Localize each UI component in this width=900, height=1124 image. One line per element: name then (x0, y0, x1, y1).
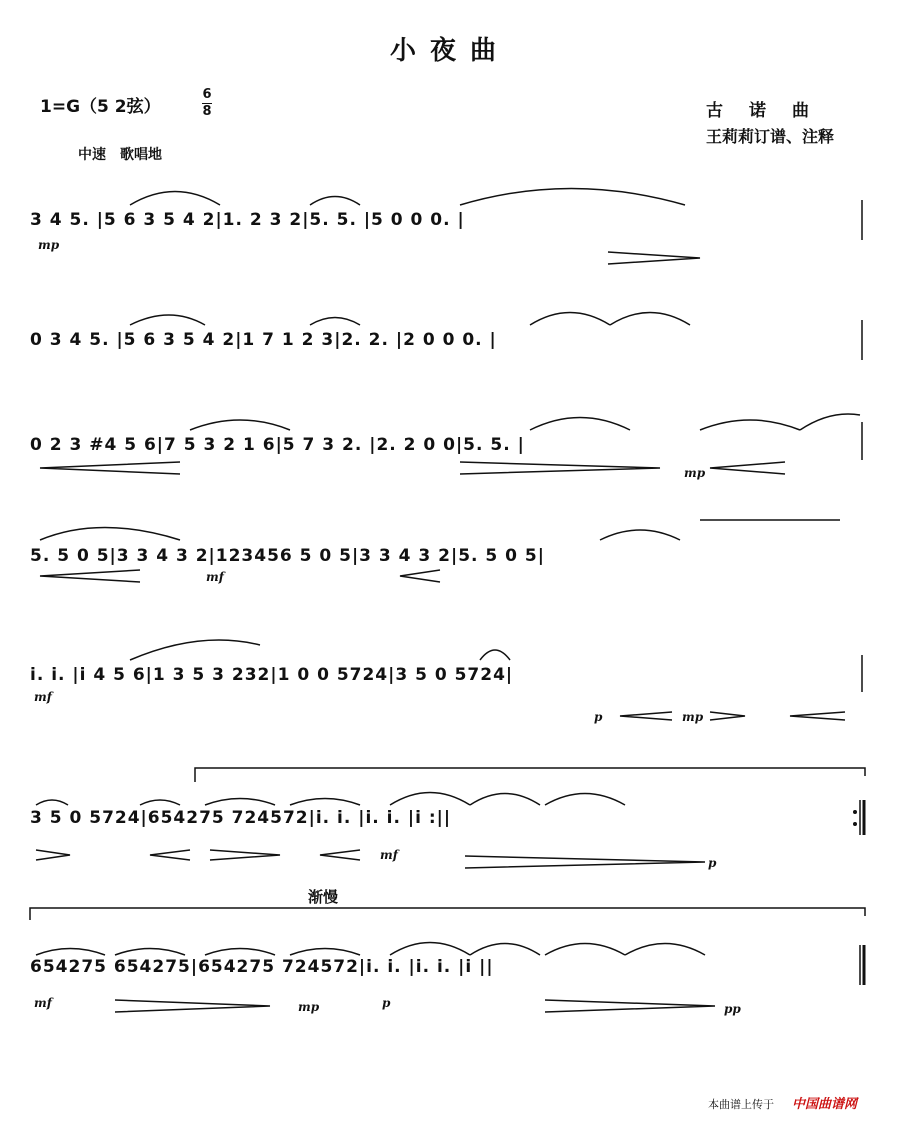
dynamic-mark: mp (682, 710, 704, 724)
score-system-6: 3 5 0 5724|654275 724572|i. i. |i. i. |i :|| (30, 808, 452, 828)
composer: 古诺曲 (706, 101, 835, 121)
tempo-marking: 中速 歌唱地 (78, 147, 162, 163)
meter-top: 6 (202, 87, 212, 102)
score-title: 小夜曲 (389, 36, 510, 66)
score-system-2: 0 3 4 5. |5 6 3 5 4 2|1 7 1 2 3|2. 2. |2 0 0 0. | (30, 330, 497, 350)
dynamic-mark: p (708, 856, 717, 870)
dynamic-mark: mf (34, 690, 52, 704)
arranger: 王莉莉订谱、注释 (706, 127, 835, 146)
site-logo: 中国曲谱网 (792, 1097, 858, 1112)
time-signature (202, 88, 212, 119)
dynamic-mark: mf (380, 848, 398, 862)
dynamic-mark: p (382, 996, 391, 1010)
ritardando-marking: 渐慢 (308, 888, 339, 906)
dynamic-mark: mf (206, 570, 224, 584)
score-system-4: 5. 5 0 5|3 3 4 3 2|123456 5 0 5|3 3 4 3 2|5. 5 0 5| (30, 546, 545, 566)
dynamic-mark: pp (724, 1002, 741, 1016)
dynamic-mark: mp (298, 1000, 320, 1014)
key-signature: 1=G（5 2弦） (40, 97, 161, 117)
score-system-3: 0 2 3 #4 5 6|7 5 3 2 1 6|5 7 3 2. |2. 2 0 0|5. 5. | (30, 435, 525, 455)
dynamic-mark: p (594, 710, 603, 724)
dynamic-mark: mp (684, 466, 706, 480)
score-system-1: 3 4 5. |5 6 3 5 4 2|1. 2 3 2|5. 5. |5 0 0 0. | (30, 210, 465, 230)
score-system-7: 654275 654275|654275 724572|i. i. |i. i. |i || (30, 957, 494, 977)
dynamic-mark: mp (38, 238, 60, 252)
dynamic-mark: mf (34, 996, 52, 1010)
score-system-5: i. i. |i 4 5 6|1 3 5 3 232|1 0 0 5724|3 5 0 5724| (30, 665, 514, 685)
meter-bottom: 8 (202, 104, 212, 119)
footer-text: 本曲谱上传于 (708, 1098, 774, 1111)
